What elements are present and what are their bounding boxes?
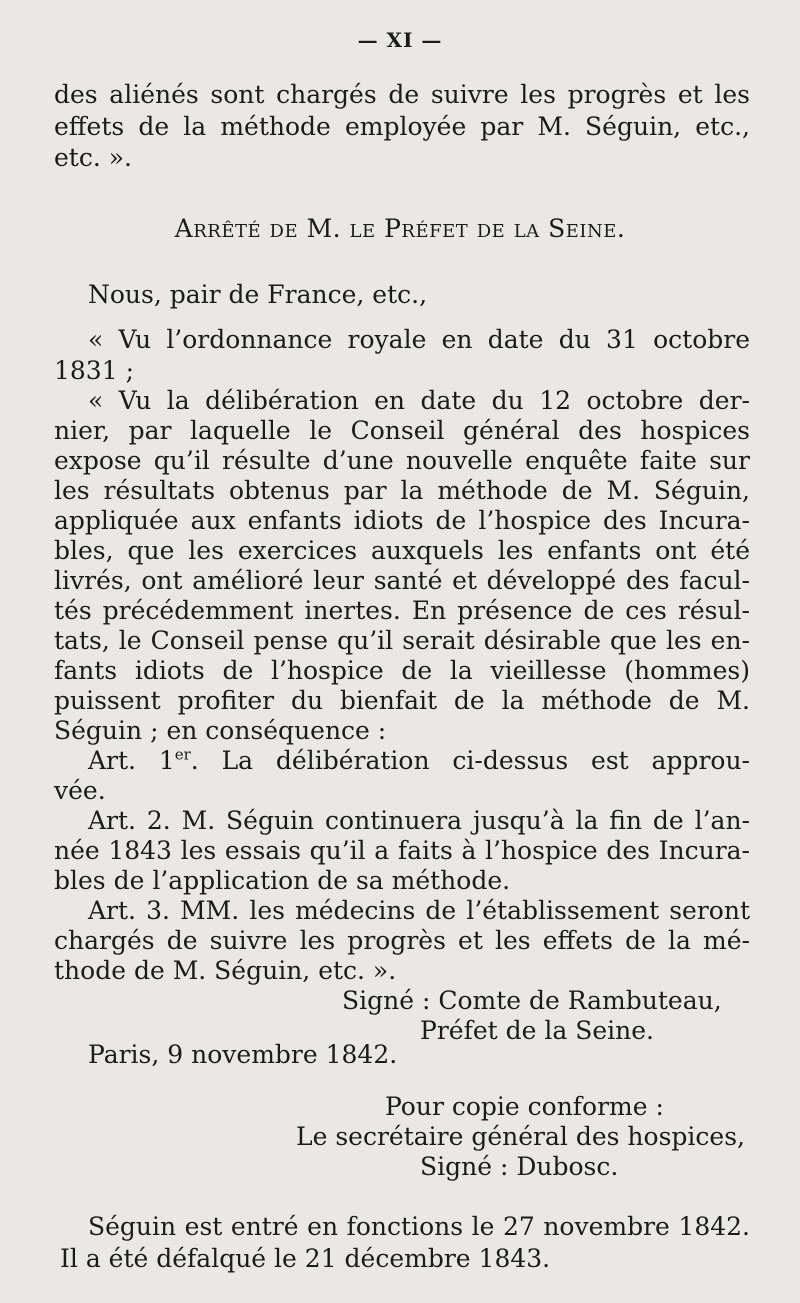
text-line: vée. xyxy=(54,776,106,805)
art1-prefix: Art. 1 xyxy=(88,746,175,775)
text-line: livrés, ont amélioré leur santé et développé des facul- xyxy=(54,566,750,595)
copy-line: Pour copie conforme : xyxy=(385,1092,664,1121)
article-3-line: Art. 3. MM. les médecins de l’établissement seront xyxy=(88,896,750,925)
page-number: — XI — xyxy=(357,28,443,52)
text-line: bles, que les exercices auxquels les enfants ont été xyxy=(54,536,750,565)
text-line: fants idiots de l’hospice de la vieillesse (hommes) xyxy=(54,656,750,685)
closing-line: Il a été défalqué le 21 décembre 1843. xyxy=(60,1244,551,1273)
text-line: « Vu la délibération en date du 12 octobre der- xyxy=(88,386,750,415)
article-3-line: thode de M. Séguin, etc. ». xyxy=(54,956,397,985)
text-line: tats, le Conseil pense qu’il serait désirable que les en- xyxy=(54,626,750,655)
signature-title: Préfet de la Seine. xyxy=(420,1016,654,1045)
art1-rest: . La délibération ci-dessus est approu- xyxy=(190,746,750,775)
text-line: appliquée aux enfants idiots de l’hospice des Incura- xyxy=(54,506,750,535)
text-line: 1831 ; xyxy=(54,356,134,385)
signature-line: Signé : Comte de Rambuteau, xyxy=(342,986,722,1015)
text-line: expose qu’il résulte d’une nouvelle enquête faite sur xyxy=(54,446,750,475)
art1-superscript: er xyxy=(174,745,191,764)
article-1 xyxy=(88,746,750,776)
article-2-line: Art. 2. M. Séguin continuera jusqu’à la fin de l’an- xyxy=(88,806,750,835)
text-line: les résultats obtenus par la méthode de M. Séguin, xyxy=(54,476,750,505)
article-3-line: chargés de suivre les progrès et les effets de la mé- xyxy=(54,926,750,955)
text-line: etc. ». xyxy=(54,143,132,172)
text-line: des aliénés sont chargés de suivre les progrès et les xyxy=(54,80,750,109)
section-heading: Arrêté de M. le Préfet de la Seine. xyxy=(174,214,626,243)
copy-line: Le secrétaire général des hospices, xyxy=(296,1122,745,1151)
place-date: Paris, 9 novembre 1842. xyxy=(88,1040,398,1069)
text-line: Séguin ; en conséquence : xyxy=(54,716,387,745)
text-line: effets de la méthode employée par M. Séguin, etc., xyxy=(54,112,750,141)
article-2-line: née 1843 les essais qu’il a faits à l’hospice des Incura- xyxy=(54,836,750,865)
text-line: « Vu l’ordonnance royale en date du 31 octobre xyxy=(88,325,750,354)
closing-line: Séguin est entré en fonctions le 27 novembre 1842. xyxy=(88,1212,750,1241)
text-line: nier, par laquelle le Conseil général des hospices xyxy=(54,416,750,445)
copy-line: Signé : Dubosc. xyxy=(420,1152,619,1181)
text-line: tés précédemment inertes. En présence de ces résul- xyxy=(54,596,750,625)
text-line: puissent profiter du bienfait de la méthode de M. xyxy=(54,686,750,715)
text-line: Nous, pair de France, etc., xyxy=(88,280,428,309)
article-2-line: bles de l’application de sa méthode. xyxy=(54,866,511,895)
